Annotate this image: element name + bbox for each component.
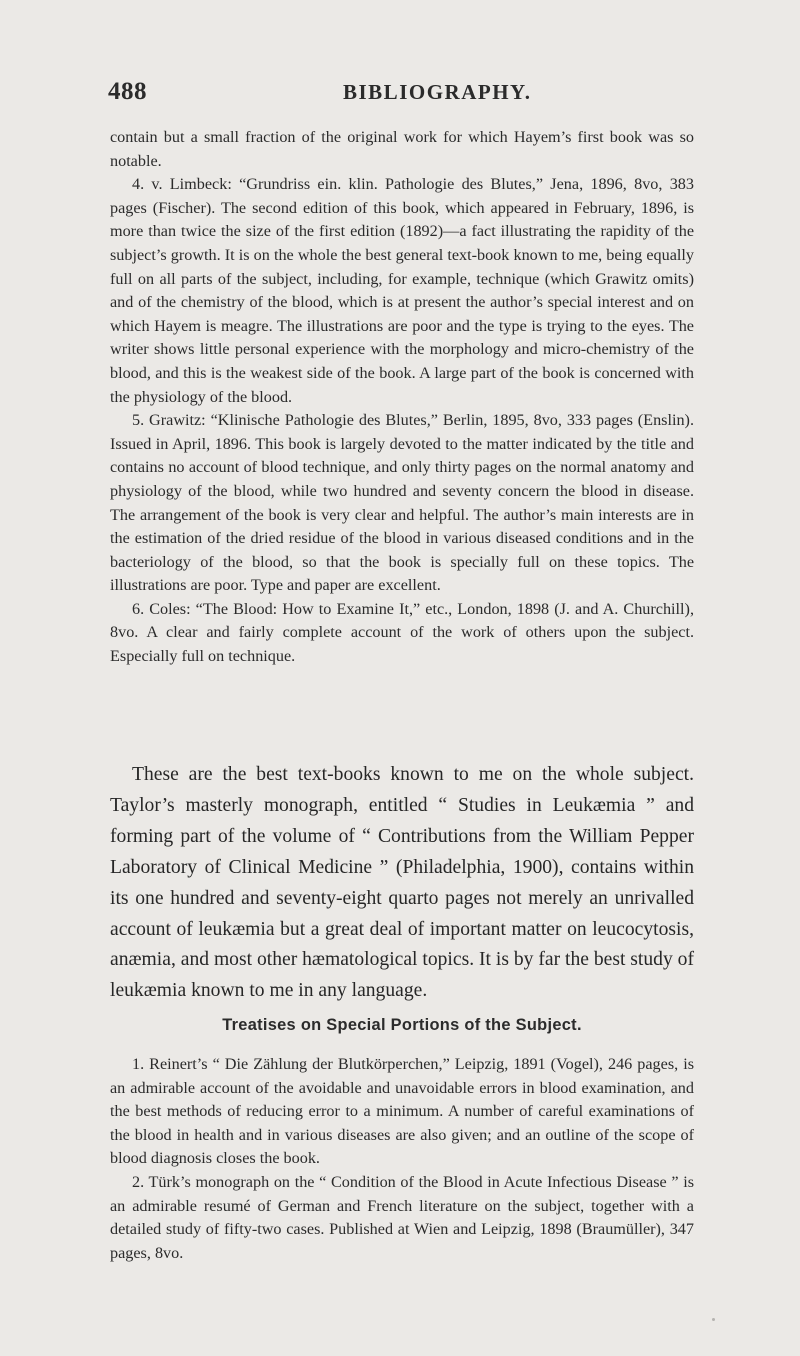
page-header xyxy=(0,78,800,108)
special-treatises-entries xyxy=(110,1053,694,1265)
page-number: 488 xyxy=(108,78,147,105)
paper-speck xyxy=(712,1318,715,1321)
entry-turk: 2. Türk’s monograph on the “ Condition of the Blood in Acute Infectious Disease ” is an admirable resumé of German and French literature on the subject, together with a detailed study of fifty-two cases. Published at Wien and Leipzig, 1898 (Braumüller), 347 pages, 8vo. xyxy=(110,1172,694,1262)
entry-coles: 6. Coles: “The Blood: How to Examine It,” etc., London, 1898 (J. and A. Churchill), 8vo. A clear and fairly complete account of the work of others upon the subject. Especially full on technique. xyxy=(110,599,694,666)
entry-limbeck: 4. v. Limbeck: “Grundriss ein. klin. Pathologie des Blutes,” Jena, 1896, 8vo, 383 pages (Fischer). The second edition of this book, which appeared in February, 1896, is more than twice the size of the first edition (1892)—a fact illustrating the rapidity of the subject’s growth. It is on the whole the best general text-book known to me, being equally full on all parts of the subject, including, for example, technique (which Grawitz omits) and of the chemistry of the blood, which is at present the author’s special interest and on which Hayem is meagre. The illustrations are poor and the type is trying to the eyes. The writer shows little personal experience with the morphology and micro-chemistry of the blood, and this is the weakest side of the book. A large part of the book is concerned with the physiology of the blood. xyxy=(110,175,694,406)
entry-grawitz: 5. Grawitz: “Klinische Pathologie des Blutes,” Berlin, 1895, 8vo, 333 pages (Enslin). Issued in April, 1896. This book is largely devoted to the matter indicated by the title and contains no account of blood technique, and only thirty pages on the normal anatomy and physiology of the blood, while two hundred and seventy concern the blood in disease. The arrangement of the book is very clear and helpful. The author’s main interests are in the estimation of the dried residue of the blood in various diseased conditions and in the bacteriology of the blood, so that the book is specially full on these topics. The illustrations are poor. Type and paper are excellent. xyxy=(110,411,694,595)
continued-paragraph: contain but a small fraction of the original work for which Hayem’s first book was so notable. xyxy=(110,128,694,170)
section-heading: Treatises on Special Portions of the Subject. xyxy=(222,1016,582,1034)
bibliography-entries-general xyxy=(110,126,694,669)
entry-reinert: 1. Reinert’s “ Die Zählung der Blutkörperchen,” Leipzig, 1891 (Vogel), 246 pages, is an admirable account of the avoidable and unavoidable errors in blood examination, and the best methods of reducing error to a minimum. A number of careful examinations of the blood in health and in various diseases are also given; and an outline of the scope of blood diagnosis closes the book. xyxy=(110,1055,694,1168)
summary-section xyxy=(110,760,694,1007)
summary-paragraph: These are the best text-books known to me on the whole subject. Taylor’s masterly monograph, entitled “ Studies in Leukæmia ” and forming part of the volume of “ Contributions from the William Pepper Laboratory of Clinical Medicine ” (Philadelphia, 1900), contains within its one hundred and seventy-eight quarto pages not merely an unrivalled account of leukæmia but a great deal of important matter on leucocytosis, anæmia, and most other hæmatological topics. It is by far the best study of leukæmia known to me in any language. xyxy=(110,764,694,1002)
running-head: BIBLIOGRAPHY. xyxy=(343,80,532,104)
